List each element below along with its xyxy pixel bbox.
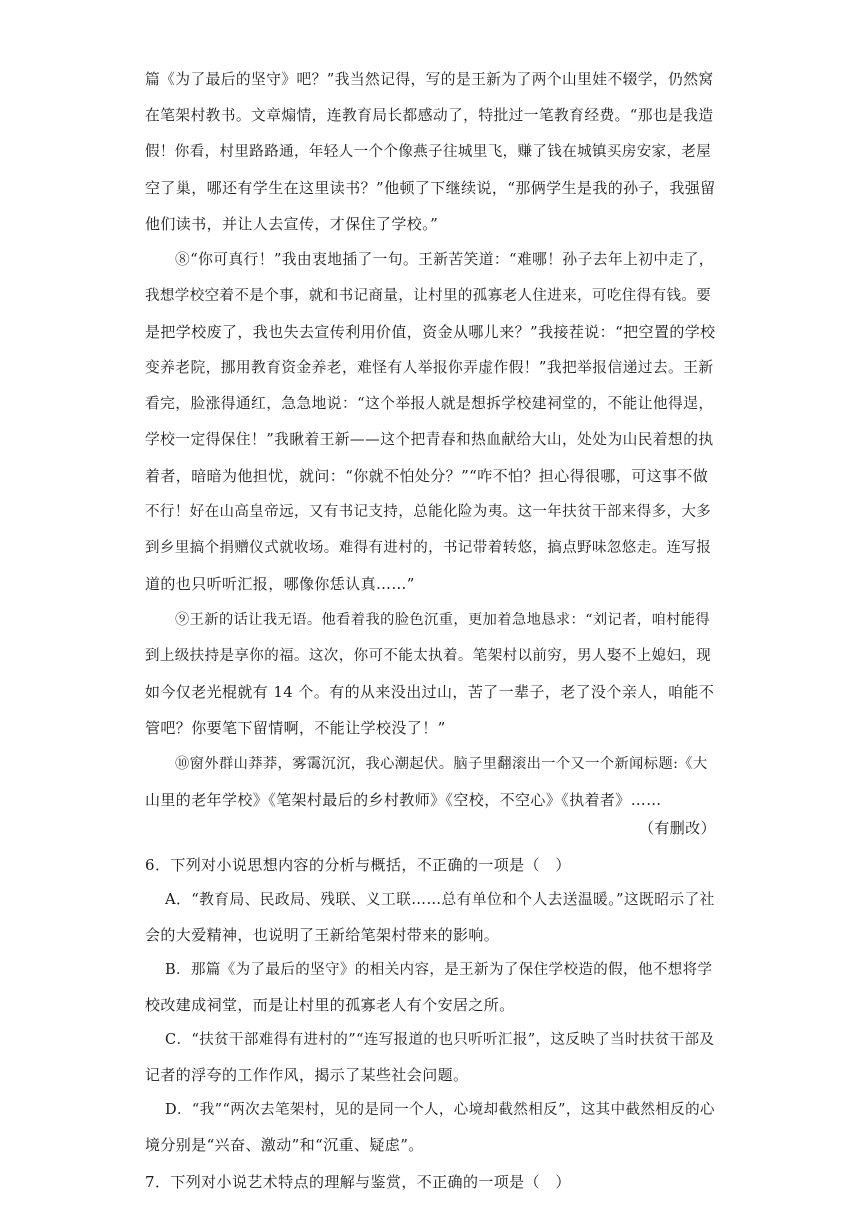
text-line: 是把学校废了，我也失去宣传利用价值，资金从哪儿来？”我接茬说：“把空置的学校 xyxy=(145,323,716,341)
text-line: 不行！好在山高皇帝远，又有书记支持，总能化险为夷。这一年扶贫干部来得多，大多 xyxy=(145,504,712,520)
option-a: A．“教育局、民政局、残联、义工联……总有单位和个人去送温暖。”这既昭示了社 xyxy=(165,891,715,908)
text-line: 会的大爱精神，也说明了王新给笔架村带来的影响。 xyxy=(145,926,500,944)
paragraph-8-start: ⑧“你可真行！”我由衷地插了一句。王新苦笑道：“难哪！孙子去年上初中走了， xyxy=(175,251,714,268)
text-line: 在笔架村教书。文章煽情，连教育局长都感动了，特批过一笔教育经费。“那也是我造 xyxy=(145,107,714,124)
text-line: 变养老院，挪用教育资金养老，难怪有人举报你弄虚作假！”我把举报信递过去。王新 xyxy=(145,359,714,376)
question-7-stem: 7．下列对小说艺术特点的理解与鉴赏，不正确的一项是（ ） xyxy=(145,1173,571,1191)
text-line: 管吧？你要笔下留情啊，不能让学校没了！” xyxy=(145,719,446,737)
text-line: 如今仅老光棍就有 14 个。有的从来没出过山，苦了一辈子，老了没个亲人，咱能不 xyxy=(145,683,715,701)
text-line: 着者，暗暗为他担忧，就问：“你就不怕处分？”“咋不怕？担心得很哪，可这事不做 xyxy=(145,467,709,485)
text-line: 道的也只听听汇报，哪像你恁认真……” xyxy=(145,575,415,593)
text-line: 山里的老年学校》《笔架村最后的乡村教师》《空校，不空心》《执着者》…… xyxy=(145,791,662,809)
text-line: 篇《为了最后的坚守》吧？”我当然记得，写的是王新为了两个山里娃不辍学，仍然窝 xyxy=(145,71,714,88)
abridged-note: （有删改） xyxy=(638,819,716,837)
option-c: C．“扶贫干部难得有进村的”“连写报道的也只听听汇报”，这反映了当时扶贫干部及 xyxy=(165,1032,715,1048)
text-line: 空了巢，哪还有学生在这里读书？”他顿了下继续说，“那俩学生是我的孙子，我强留 xyxy=(145,179,716,197)
question-6-stem: 6．下列对小说思想内容的分析与概括，不正确的一项是（ ） xyxy=(145,856,571,874)
text-line: 假！你看，村里路路通，年轻人一个个像燕子往城里飞，赚了钱在城镇买房安家，老屋 xyxy=(145,144,712,160)
text-line: 他们读书，并让人去宣传，才保住了学校。” xyxy=(145,215,439,233)
text-line: 到乡里搞个捐赠仪式就收场。难得有进村的，书记带着转悠，搞点野味忽悠走。连写报 xyxy=(145,540,712,556)
option-b: B．那篇《为了最后的坚守》的相关内容，是王新为了保住学校造的假，他不想将学 xyxy=(165,962,713,978)
text-line: 到上级扶持是享你的福。这次，你可不能太执着。笔架村以前穷，男人娶不上媳妇，现 xyxy=(145,648,712,664)
option-d: D．“我”“两次去笔架村，见的是同一个人，心境却截然相反”，这其中截然相反的心 xyxy=(165,1102,715,1118)
text-line: 记者的浮夸的工作作风，揭示了某些社会问题。 xyxy=(145,1066,469,1084)
text-line: 校改建成祠堂，而是让村里的孤寡老人有个安居之所。 xyxy=(145,996,515,1014)
paragraph-9-start: ⑨王新的话让我无语。他看着我的脸色沉重，更加着急地恳求：“刘记者，咱村能得 xyxy=(175,612,711,628)
text-line: 学校一定得保住！”我瞅着王新——这个把青春和热血献给大山，处处为山民着想的执 xyxy=(145,431,714,448)
text-line: 我想学校空着不是个事，就和书记商量，让村里的孤寡老人住进来，可吃住得有钱。要 xyxy=(145,288,712,304)
text-line: 看完，脸涨得通红，急急地说：“这个举报人就是想拆学校建祠堂的，不能让他得逞， xyxy=(145,395,714,412)
text-line: 境分别是“兴奋、激动”和“沉重、疑虑”。 xyxy=(145,1136,424,1154)
paragraph-10-start: ⑩窗外群山莽莽，雾霭沉沉，我心潮起伏。脑子里翻滚出一个又一个新闻标题:《大 xyxy=(175,756,708,772)
